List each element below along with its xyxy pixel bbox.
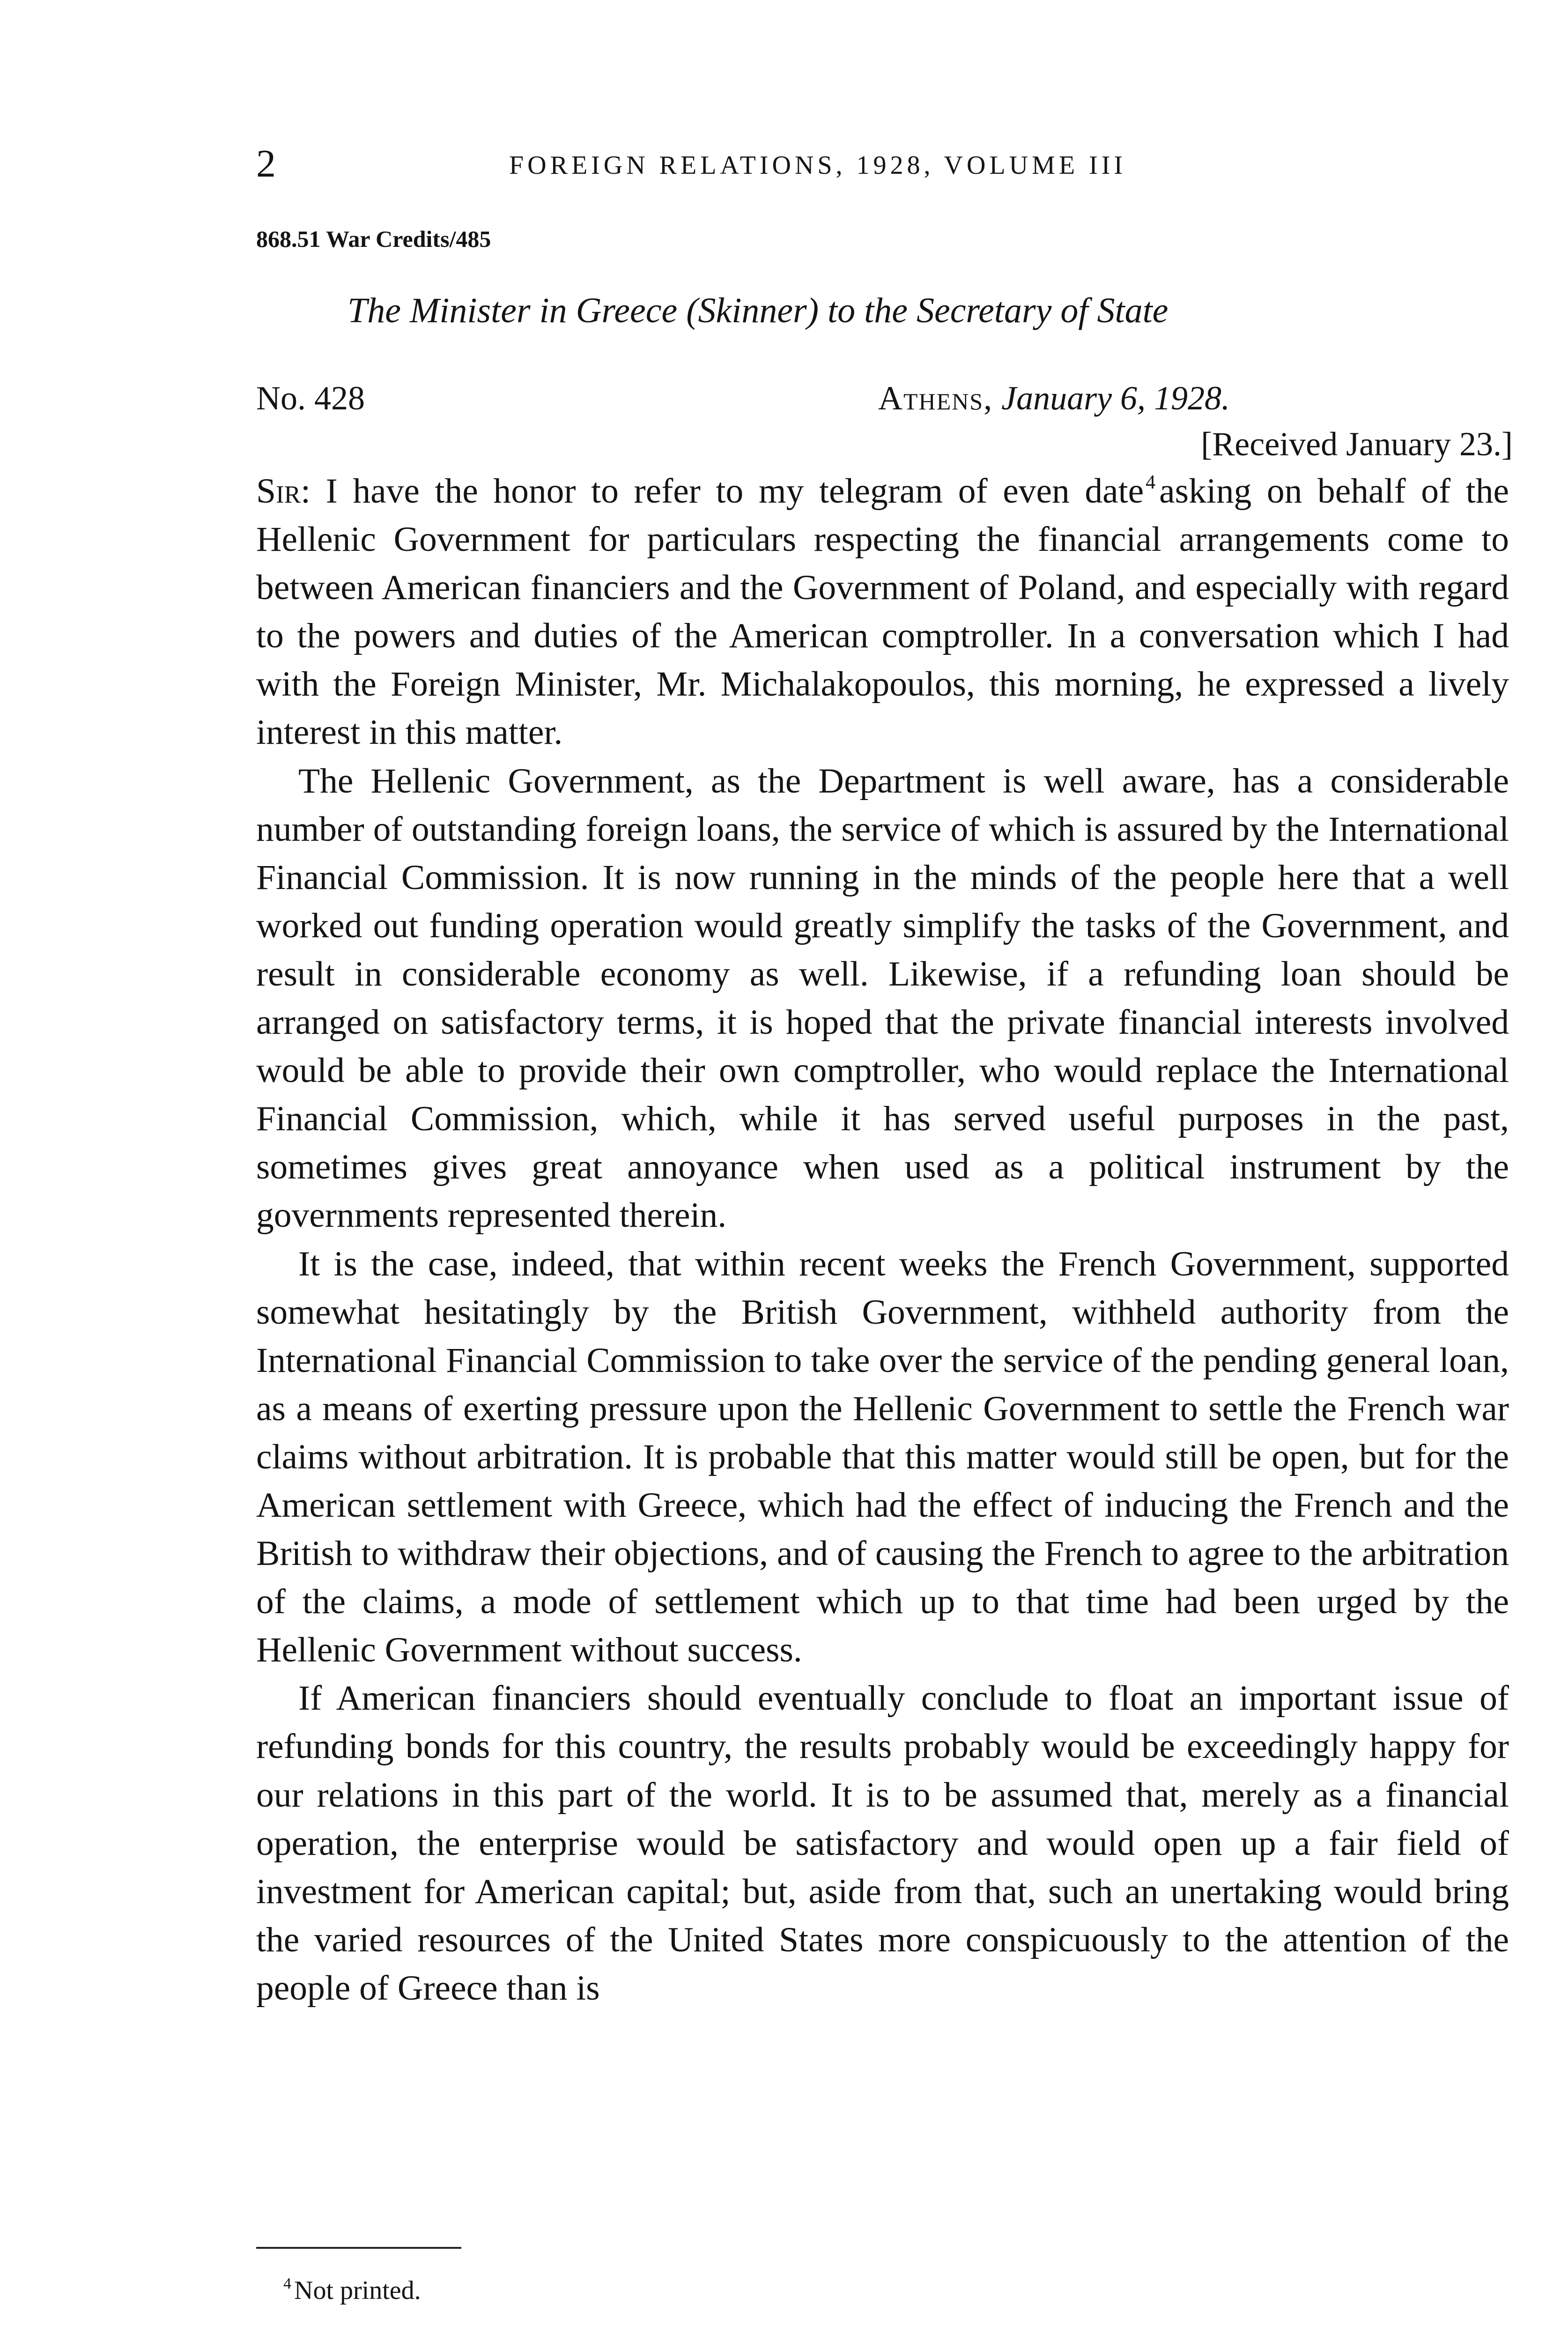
paragraph-1-text-end: asking on behalf of the Hellenic Government for particulars respecting the financial arrangements come to between American financiers and the Government of Poland, and especially with regard to the powers and duties of the American comptroller. In a conversation which I had with the Foreign Minister, Mr. Michalakopoulos, this morning, he expressed a lively interest in this matter. (256, 472, 1509, 752)
publication-title: FOREIGN RELATIONS, 1928, VOLUME III (509, 151, 1127, 180)
file-number: 868.51 War Credits/485 (256, 226, 491, 252)
dateline-place: Athens, (878, 379, 993, 417)
paragraph-2: The Hellenic Government, as the Department is well aware, has a considerable number of outstanding foreign loans, the service of which is assured by the International Financial Commission. It is now running in the minds of the people here that a well worked out funding operation would greatly simplify the tasks of the Government, and result in considerable economy as well. Likewise, if a refunding loan should be arranged on satisfactory terms, it is hoped that the private financial interests involved would be able to provide their own comptroller, who would replace the International Financial Commission, which, while it has served useful purposes in the past, sometimes gives great annoyance when used as a political instrument by the governments represented therein. (256, 761, 1509, 1235)
dateline-date: January 6, 1928. (1001, 379, 1230, 417)
paragraph-1 (256, 467, 1509, 757)
dispatch-number: No. 428 (256, 379, 365, 417)
salutation: Sir: (256, 472, 311, 511)
paragraph-1-text-start: I have the honor to refer to my telegram of even date (325, 472, 1144, 511)
received-date: [Received January 23.] (1201, 425, 1513, 463)
footnote-reference: 4 (1146, 472, 1156, 493)
document-heading: The Minister in Greece (Skinner) to the Secretary of State (348, 291, 1169, 330)
dateline (878, 377, 1230, 419)
running-head (256, 141, 1502, 192)
footnote-text: Not printed. (294, 2276, 421, 2305)
footnote-divider (256, 2247, 461, 2249)
paragraph-3: It is the case, indeed, that within recent weeks the French Government, supported somewhat hesitatingly by the British Government, withheld authority from the International Financial Commission to take over the service of the pending general loan, as a means of exerting pressure upon the Hellenic Government to settle the French war claims without arbitration. It is probable that this matter would still be open, but for the American settlement with Greece, which had the effect of inducing the French and the British to withdraw their objections, and of causing the French to agree to the arbitration of the claims, a mode of settlement which up to that time had been urged by the Hellenic Government without success. (256, 1244, 1509, 1670)
page-number: 2 (256, 142, 276, 185)
letter-body (256, 467, 1509, 2012)
footnote-mark: 4 (283, 2275, 291, 2292)
paragraph-4: If American financiers should eventually conclude to float an important issue of refunding bonds for this country, the results probably would be exceedingly happy for our relations in this part of the world. It is to be assumed that, merely as a financial operation, the enterprise would be satisfactory and would open up a fair field of investment for American capital; but, aside from that, such an unertaking would bring the varied resources of the United States more conspicuously to the attention of the people of Greece than is (256, 1679, 1509, 2008)
footnote (283, 2274, 421, 2307)
